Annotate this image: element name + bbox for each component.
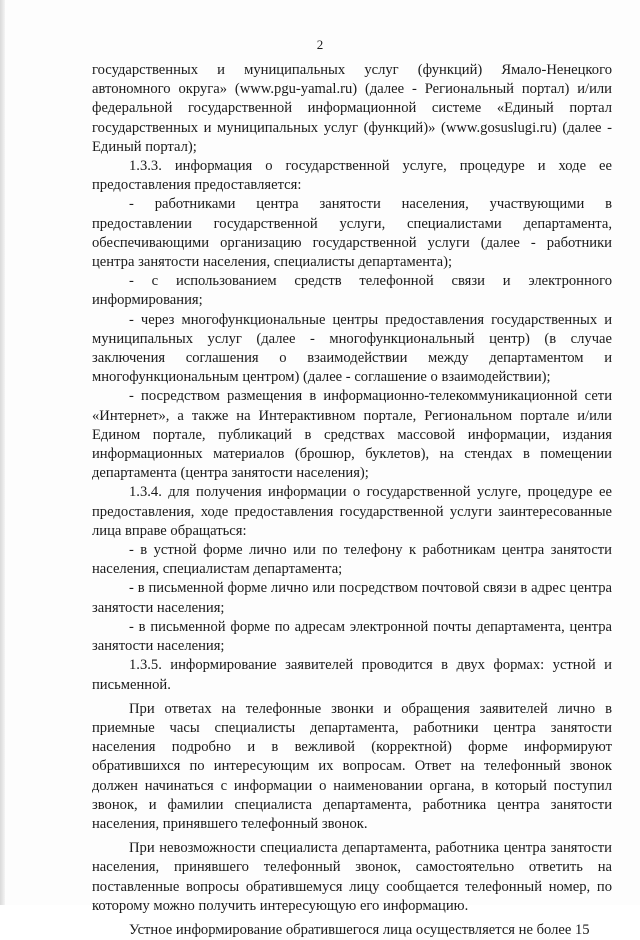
list-item-phone-electronic: - с использованием средств телефонной связи и электронного информирования;	[92, 273, 612, 309]
list-item-oral: - в устной форме лично или по телефону к работникам центра занятости населения, специалистам департамента;	[92, 542, 612, 578]
paragraph-1-3-4: 1.3.4. для получения информации о государственной услуге, процедуре ее предоставления, ходе предоставления государственной услуги заинтересованные лица вправе обращаться:	[92, 484, 612, 539]
scan-edge	[0, 0, 5, 905]
list-item-internet: - посредством размещения в информационно-телекоммуникационной сети «Интернет», а также на Интерактивном портале, Региональном портале и/или Едином портале, публикаций в средствах массовой информации, издания информационных материалов (брошюр, буклетов), на стендах в помещении департамента (центра занятости населения);	[92, 388, 612, 482]
paragraph-phone-answers: При ответах на телефонные звонки и обращения заявителей лично в приемные часы специалисты департамента, работники центра занятости населения подробно и в вежливой (корректной) форме информируют обратившихся по интересующим их вопросам. Ответ на телефонный звонок должен начинаться с информации о наименовании органа, в который поступил звонок, и фамилии специалиста департамента, работника центра занятости населения, принявшего телефонный звонок.	[92, 700, 612, 832]
page-number: 2	[316, 37, 324, 52]
list-item-written-email: - в письменной форме по адресам электронной почты департамента, центра занятости населения;	[92, 618, 612, 655]
paragraph-impossibility: При невозможности специалиста департамента, работника центра занятости населения, принявшего телефонный звонок, самостоятельно ответить на поставленные вопросы обратившемуся лицу сообщается телефонный номер, по которому можно получить интересующую его информацию.	[92, 840, 612, 914]
paragraph-portals-continuation: государственных и муниципальных услуг (функций) Ямало-Ненецкого автономного округа» (www.pgu-yamal.ru) (далее - Региональный портал) и/или федеральной государственной информационной системе «Единый портал государственных и муниципальных услуг (функций)» (www.gosuslugi.ru) (далее - Единый портал);	[92, 62, 612, 155]
document-body	[92, 61, 612, 940]
list-item-written-mail: - в письменной форме лично или посредством почтовой связи в адрес центра занятости населения;	[92, 580, 612, 616]
paragraph-1-3-5: 1.3.5. информирование заявителей проводится в двух формах: устной и письменной.	[92, 657, 612, 693]
list-item-mfc: - через многофункциональные центры предоставления государственных и муниципальных услуг (далее - многофункциональный центр) (в случае заключения соглашения о взаимодействии между департаментом и многофункциональным центром) (далее - соглашение о взаимодействии);	[92, 311, 612, 386]
paragraph-oral-informing: Устное информирование обратившегося лица осуществляется не более 15	[129, 921, 590, 938]
paragraph-1-3-3: 1.3.3. информация о государственной услуге, процедуре и ходе ее предоставления предоставляется:	[92, 158, 612, 194]
list-item-employees: - работниками центра занятости населения, участвующими в предоставлении государственной услуги, специалистами департамента, обеспечивающими организацию государственной услуги (далее - работники центра занятости населения, специалисты департамента);	[92, 196, 612, 271]
